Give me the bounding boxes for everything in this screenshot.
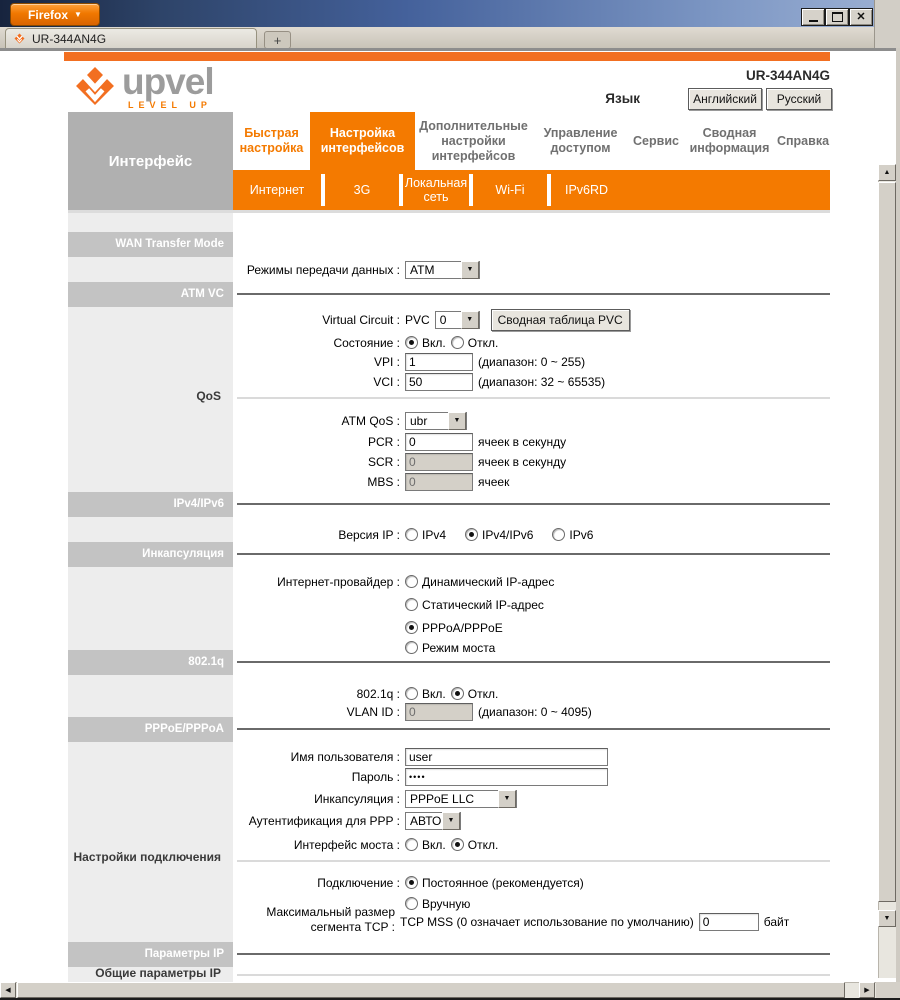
section-divider-light <box>237 974 830 976</box>
tab-advanced-setup[interactable]: Дополнительные настройки интерфейсов <box>419 118 528 163</box>
vci-hint: (диапазон: 32 ~ 65535) <box>478 374 606 389</box>
radio-icon <box>405 838 418 851</box>
tab-access-management[interactable]: Управление доступом <box>543 126 618 155</box>
connection-manual-radio[interactable]: Вручную <box>405 897 470 911</box>
section-divider <box>237 953 830 955</box>
upvel-logo-text: upvel <box>122 61 214 102</box>
isp-dynamic-radio[interactable]: Динамический IP-адрес <box>405 575 554 589</box>
row-atm-qos <box>233 411 467 430</box>
field-label: Virtual Circuit : <box>322 312 400 327</box>
bridge-off-radio[interactable]: Откл. <box>451 838 499 852</box>
field-label: Подключение : <box>317 875 400 890</box>
browser-tab[interactable] <box>5 28 257 48</box>
tab-summary-info[interactable]: Сводная информация <box>689 126 770 155</box>
section-divider-light <box>237 860 830 862</box>
brand-accent-bar <box>64 52 830 61</box>
radio-icon <box>405 621 418 634</box>
row-isp-option <box>233 618 503 637</box>
scr-unit: ячеек в секунду <box>478 454 567 469</box>
tab-interface-setup-active[interactable]: Настройка интерфейсов <box>310 112 415 170</box>
scrollbar-corner <box>876 982 900 998</box>
close-icon: ✕ <box>856 10 866 23</box>
sidebar-item-connection-settings: Настройки подключения <box>73 850 221 864</box>
tcp-mss-unit: байт <box>763 914 790 929</box>
tab-service[interactable]: Сервис <box>633 133 679 148</box>
field-label: PCR : <box>367 434 400 449</box>
tcp-mss-text: TCP MSS (0 означает использование по умолчанию) <box>400 914 694 929</box>
subtab-lan[interactable]: Локальная сеть <box>404 175 468 204</box>
row-isp <box>233 572 554 591</box>
vlan-id-input <box>405 703 473 721</box>
subtab-wifi[interactable]: Wi-Fi <box>495 182 525 197</box>
row-bridge-interface <box>233 835 498 854</box>
radio-icon <box>405 336 418 349</box>
field-label: ATM QoS : <box>341 413 400 428</box>
sidebar-background <box>68 213 233 982</box>
scr-input <box>405 453 473 471</box>
row-mbs <box>233 472 509 491</box>
status-off-radio[interactable]: Откл. <box>451 336 499 350</box>
vlan-hint: (диапазон: 0 ~ 4095) <box>478 704 592 719</box>
radio-icon <box>405 641 418 654</box>
field-label: Инкапсуляция : <box>314 791 400 806</box>
scroll-right-button[interactable] <box>859 982 875 998</box>
pcr-unit: ячеек в секунду <box>478 434 567 449</box>
section-divider <box>237 728 830 730</box>
sidebar-item-ip-parameters: Параметры IP <box>68 942 233 967</box>
row-ip-version <box>233 525 593 544</box>
field-label: VLAN ID : <box>346 704 400 719</box>
horizontal-scrollbar-thumb[interactable] <box>17 982 845 998</box>
window-titlebar <box>0 0 900 27</box>
tab-help[interactable]: Справка <box>776 133 830 148</box>
field-label: SCR : <box>367 454 400 469</box>
row-connection <box>233 873 584 892</box>
sidebar-item-encapsulation: Инкапсуляция <box>68 542 233 567</box>
window-border <box>874 0 900 48</box>
section-divider <box>237 503 830 505</box>
window-border-right <box>896 48 900 1000</box>
field-label: 802.1q : <box>356 686 400 701</box>
radio-icon <box>405 876 418 889</box>
router-webpage <box>0 51 878 982</box>
firefox-menu-label: Firefox <box>28 7 69 22</box>
mbs-input <box>405 473 473 491</box>
logo-tagline: LEVEL UP <box>128 100 212 110</box>
row-status <box>233 333 498 352</box>
pvc-summary-button[interactable]: Сводная таблица PVC <box>491 309 630 331</box>
row-tcp-mss <box>400 912 789 931</box>
radio-icon <box>451 687 464 700</box>
scroll-left-button[interactable] <box>0 982 16 998</box>
connection-always-radio[interactable]: Постоянное (рекомендуется) <box>405 876 584 890</box>
field-label: MBS : <box>367 474 400 489</box>
down-arrow-icon: ▼ <box>883 915 891 922</box>
language-label: Язык <box>605 91 640 106</box>
vpi-hint: (диапазон: 0 ~ 255) <box>478 354 586 369</box>
radio-icon <box>405 897 418 910</box>
sidebar-item-wan-transfer-mode: WAN Transfer Mode <box>68 232 233 257</box>
row-pcr <box>233 432 566 451</box>
row-password <box>233 767 608 786</box>
radio-icon <box>405 528 418 541</box>
field-label: Имя пользователя : <box>290 749 400 764</box>
8021q-on-radio[interactable]: Вкл. <box>405 687 446 701</box>
chevron-down-icon: ▼ <box>74 10 82 19</box>
device-model: UR-344AN4G <box>745 68 830 83</box>
row-scr <box>233 452 566 471</box>
tab-quick-setup[interactable]: Быстрая настройка <box>233 112 310 170</box>
subtab-ipv6rd[interactable]: IPv6RD <box>565 182 609 197</box>
pcr-input[interactable] <box>405 433 473 451</box>
section-title-interface: Интерфейс <box>68 112 233 210</box>
radio-icon <box>451 336 464 349</box>
minimize-icon <box>809 20 818 22</box>
field-label: VPI : <box>373 354 400 369</box>
radio-icon <box>552 528 565 541</box>
radio-icon <box>451 838 464 851</box>
close-button[interactable] <box>849 8 873 26</box>
ip-version-ipv4-radio[interactable]: IPv4 <box>405 528 446 542</box>
row-vlan-id <box>233 702 592 721</box>
dropdown-arrow-icon: ▼ <box>442 812 460 830</box>
row-virtual-circuit <box>233 309 630 330</box>
up-arrow-icon: ▲ <box>883 169 891 176</box>
scroll-up-button[interactable] <box>878 164 896 181</box>
new-tab-button[interactable] <box>264 31 291 49</box>
browser-tab-title: UR-344AN4G <box>32 31 107 46</box>
password-input[interactable] <box>405 768 608 786</box>
row-isp-option <box>233 595 544 614</box>
username-input[interactable] <box>405 748 608 766</box>
wan-mode-select[interactable]: ATM ▼ <box>405 261 480 279</box>
plus-icon: + <box>273 32 282 48</box>
upvel-logo-icon <box>72 63 118 109</box>
radio-icon <box>405 687 418 700</box>
field-label: Версия IP : <box>338 527 400 542</box>
section-divider <box>237 661 830 663</box>
dropdown-arrow-icon: ▼ <box>498 790 516 808</box>
field-label: Режимы передачи данных : <box>246 262 400 277</box>
maximize-button[interactable] <box>825 8 849 26</box>
tcp-mss-input[interactable] <box>699 913 759 931</box>
field-label: VCI : <box>373 374 400 389</box>
isp-bridge-radio[interactable]: Режим моста <box>405 641 495 655</box>
field-label: Интерфейс моста : <box>293 837 400 852</box>
vci-input[interactable] <box>405 373 473 391</box>
subtab-3g[interactable]: 3G <box>353 182 371 197</box>
dropdown-arrow-icon: ▼ <box>461 261 479 279</box>
minimize-button[interactable] <box>801 8 825 26</box>
section-divider-light <box>237 397 830 399</box>
pvc-label: PVC <box>405 312 430 327</box>
isp-pppoa-pppoe-radio[interactable]: PPPoA/PPPoE <box>405 621 503 635</box>
upvel-favicon-icon <box>13 32 26 45</box>
row-isp-option <box>233 638 495 657</box>
scroll-down-button[interactable] <box>878 910 896 927</box>
row-wan-transfer-mode <box>233 260 480 279</box>
row-encapsulation <box>233 789 517 808</box>
vertical-scrollbar-thumb[interactable] <box>878 182 896 902</box>
firefox-menu-button[interactable] <box>10 3 100 26</box>
field-label: Интернет-провайдер : <box>277 574 400 589</box>
row-8021q <box>233 684 498 703</box>
language-english-button[interactable]: Английский <box>688 88 762 110</box>
encapsulation-select[interactable]: PPPoE LLC ▼ <box>405 790 517 808</box>
sidebar-item-common-ip-parameters: Общие параметры IP <box>95 966 221 980</box>
radio-icon <box>405 598 418 611</box>
section-divider <box>237 553 830 555</box>
ip-version-ipv4ipv6-radio[interactable]: IPv4/IPv6 <box>465 528 533 542</box>
field-label: Аутентификация для PPP : <box>248 813 400 828</box>
bridge-on-radio[interactable]: Вкл. <box>405 838 446 852</box>
right-arrow-icon: ▶ <box>864 987 870 994</box>
row-vpi <box>233 352 585 371</box>
dropdown-arrow-icon: ▼ <box>461 311 479 329</box>
maximize-icon <box>832 12 843 22</box>
tcp-mss-label: Максимальный размер сегмента TCP : <box>266 905 395 934</box>
vpi-input[interactable] <box>405 353 473 371</box>
status-on-radio[interactable]: Вкл. <box>405 336 446 350</box>
sidebar-item-pppoe-pppoa: PPPoE/PPPoA <box>68 717 233 742</box>
sidebar-item-atm-vc: ATM VC <box>68 282 233 307</box>
field-label: Пароль : <box>351 769 400 784</box>
isp-static-radio[interactable]: Статический IP-адрес <box>405 598 544 612</box>
language-russian-button[interactable]: Русский <box>766 88 832 110</box>
subtab-bar <box>233 170 830 210</box>
section-divider <box>237 293 830 295</box>
mbs-unit: ячеек <box>478 474 510 489</box>
row-username <box>233 747 608 766</box>
row-vci <box>233 372 605 391</box>
field-label: Состояние : <box>333 335 400 350</box>
pvc-select[interactable]: 0 ▼ <box>435 311 480 329</box>
sidebar-item-ipv4-ipv6: IPv4/IPv6 <box>68 492 233 517</box>
sidebar-item-qos: QoS <box>196 389 221 403</box>
sidebar-item-8021q: 802.1q <box>68 650 233 675</box>
ppp-auth-select[interactable]: АВТО ▼ <box>405 812 461 830</box>
atm-qos-select[interactable]: ubr ▼ <box>405 412 467 430</box>
row-ppp-auth <box>233 811 461 830</box>
8021q-off-radio[interactable]: Откл. <box>451 687 499 701</box>
radio-icon <box>465 528 478 541</box>
dropdown-arrow-icon: ▼ <box>448 412 466 430</box>
ip-version-ipv6-radio[interactable]: IPv6 <box>552 528 593 542</box>
radio-icon <box>405 575 418 588</box>
subtab-internet[interactable]: Интернет <box>249 182 305 197</box>
left-arrow-icon: ◀ <box>5 987 11 994</box>
